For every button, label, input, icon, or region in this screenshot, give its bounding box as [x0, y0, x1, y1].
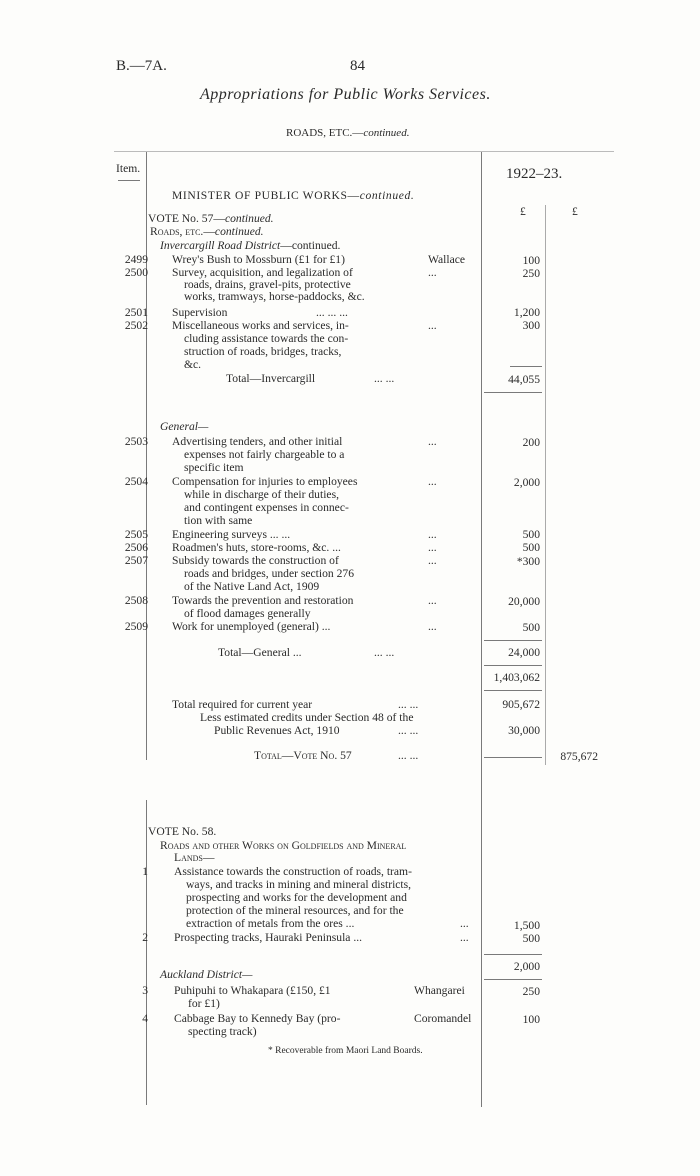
item-description: Towards the prevention and restoration [172, 594, 354, 607]
item-description: Supervision [172, 306, 228, 319]
auckland-district-heading: Auckland District— [160, 968, 253, 981]
item-description-cont: specific item [184, 461, 244, 474]
total-general-amount: 24,000 [508, 646, 540, 659]
item-place: Coromandel [414, 1012, 472, 1025]
item-number: 1 [142, 865, 148, 878]
item-description: Work for unemployed (general) ... [172, 620, 331, 633]
leader-dots: ... [460, 931, 469, 944]
pound-sign-left: £ [520, 205, 526, 218]
item-number: 2500 [124, 266, 148, 279]
total-invercargill-label: Total—Invercargill [226, 372, 316, 385]
leader-dots: ... [428, 475, 437, 488]
vote-57-heading: VOTE No. 57—continued. [148, 212, 274, 225]
item-number: 2 [142, 931, 148, 944]
item-amount: 100 [522, 1013, 540, 1026]
item-number: 2506 [124, 541, 148, 554]
item-amount: 1,500 [513, 919, 540, 932]
item-description-cont: works, tramways, horse-paddocks, &c. [184, 290, 365, 303]
subtotal-rule [484, 640, 542, 641]
item-description-cont: and contingent expenses in connec- [184, 501, 349, 514]
subtotal-rule [484, 665, 542, 666]
vote-58-title: Roads and other Works on Goldfields and Mineral [160, 839, 407, 852]
item-description-cont: struction of roads, bridges, tracks, [184, 345, 342, 358]
item-description-cont: for £1) [188, 997, 220, 1010]
leader-dots: ... [428, 435, 437, 448]
item-number: 2508 [124, 594, 148, 607]
item-description: Roadmen's huts, store-rooms, &c. ... [172, 541, 341, 554]
item-description: Prospecting tracks, Hauraki Peninsula ... [174, 931, 363, 944]
item-number: 2502 [124, 319, 148, 332]
section-subtitle: ROADS, ETC.—continued. [286, 127, 410, 139]
leader-dots: ... [428, 620, 437, 633]
item-place: Wallace [428, 253, 466, 266]
subtotal-rule [484, 690, 542, 691]
subtotal-rule [484, 979, 542, 980]
leader-dots: ... ... [398, 749, 419, 762]
total-required-label: Total required for current year [172, 698, 313, 711]
item-description: Puhipuhi to Whakapara (£150, £1 [174, 984, 331, 997]
total-invercargill-amount: 44,055 [508, 373, 540, 386]
vote-57-total-label: Total—Vote No. 57 [254, 749, 352, 762]
leader-dots: ... [428, 319, 437, 332]
credits-amount: 30,000 [508, 724, 540, 737]
item-number: 2509 [124, 620, 148, 633]
invercargill-district-heading: Invercargill Road District—continued. [160, 239, 341, 252]
item-description-cont: extraction of metals from the ores ... [186, 917, 355, 930]
item-description-cont: tion with same [184, 514, 253, 527]
item-description-cont: ways, and tracks in mining and mineral districts, [186, 878, 412, 891]
general-heading: General— [160, 420, 209, 433]
item-description: Cabbage Bay to Kennedy Bay (pro- [174, 1012, 341, 1025]
item-number: 2503 [124, 435, 148, 448]
item-amount: 1,200 [513, 306, 540, 319]
subtotal-rule [484, 954, 542, 955]
item-header-rule [118, 180, 140, 181]
item-column-header: Item. [116, 162, 141, 175]
page-reference: B.—7A. [116, 58, 167, 74]
item-number: 3 [142, 984, 148, 997]
item-number: 2501 [124, 306, 148, 319]
page-number: 84 [350, 58, 365, 74]
header-rule [114, 151, 614, 152]
page-title: Appropriations for Public Works Services. [200, 86, 491, 103]
item-description: Advertising tenders, and other initial [172, 435, 343, 448]
item-amount: *300 [516, 555, 540, 568]
leader-dots: ... [428, 528, 437, 541]
leader-dots: ... [428, 266, 437, 279]
subtotal-column-divider [545, 205, 546, 765]
item-amount: 250 [522, 985, 540, 998]
item-column-divider-vote58 [146, 800, 147, 1105]
item-description-cont: prospecting and works for the development and [186, 891, 407, 904]
year-column-header: 1922–23. [506, 166, 563, 182]
leader-dots: ... ... [374, 646, 395, 659]
item-amount: 200 [522, 436, 540, 449]
vote-58-title-cont: Lands— [174, 851, 215, 864]
leader-dots: ... [428, 541, 437, 554]
minister-heading: MINISTER OF PUBLIC WORKS—continued. [172, 189, 415, 202]
item-amount: 500 [522, 621, 540, 634]
item-description-cont: of the Native Land Act, 1909 [184, 580, 320, 593]
item-number: 2507 [124, 554, 148, 567]
item-number: 4 [142, 1012, 148, 1025]
item-description: Assistance towards the construction of roads, tram- [174, 865, 412, 878]
item-description-cont: specting track) [188, 1025, 257, 1038]
item-place: Whangarei [414, 984, 465, 997]
item-number: 2499 [124, 253, 148, 266]
subtotal-rule [484, 392, 542, 393]
item-description-cont: while in discharge of their duties, [184, 488, 339, 501]
item-description: Compensation for injuries to employees [172, 475, 358, 488]
item-description: Wrey's Bush to Mossburn (£1 for £1) [172, 253, 345, 266]
credits-label-cont: Public Revenues Act, 1910 [214, 724, 340, 737]
item-amount: 500 [522, 541, 540, 554]
grand-total-amount: 1,403,062 [493, 671, 540, 684]
item-amount: 20,000 [508, 595, 540, 608]
leader-dots: ... ... ... [316, 306, 348, 319]
item-description-cont: &c. [184, 358, 202, 371]
item-description: Survey, acquisition, and legalization of [172, 266, 353, 279]
item-amount: 500 [522, 528, 540, 541]
item-amount: 2,000 [513, 476, 540, 489]
item-description-cont: cluding assistance towards the con- [184, 332, 349, 345]
leader-dots: ... [428, 554, 437, 567]
leader-dots: ... [460, 917, 469, 930]
item-description: Miscellaneous works and services, in- [172, 319, 349, 332]
leader-dots: ... [428, 594, 437, 607]
total-general-label: Total—General ... [218, 646, 302, 659]
item-amount: 100 [522, 254, 540, 267]
item-description: Subsidy towards the construction of [172, 554, 339, 567]
credits-label: Less estimated credits under Section 48 of the [200, 711, 414, 724]
leader-dots: ... ... [398, 698, 419, 711]
item-column-divider [146, 152, 147, 760]
item-number: 2504 [124, 475, 148, 488]
item-amount: 500 [522, 932, 540, 945]
subtotal-rule [510, 366, 542, 367]
leader-dots: ... ... [398, 724, 419, 737]
item-number: 2505 [124, 528, 148, 541]
item-description-cont: expenses not fairly chargeable to a [184, 448, 345, 461]
item-description: Engineering surveys ... ... [172, 528, 291, 541]
subtotal-rule [484, 757, 542, 758]
item-amount: 300 [522, 319, 540, 332]
vote-58-heading: VOTE No. 58. [148, 825, 217, 838]
total-required-amount: 905,672 [502, 698, 540, 711]
pound-sign-right: £ [572, 205, 578, 218]
item-description-cont: roads, drains, gravel-pits, protective [184, 278, 351, 291]
vote-57-total-amount: 875,672 [560, 750, 598, 763]
roads-subheading: Roads, etc.—continued. [150, 225, 264, 238]
leader-dots: ... ... [374, 372, 395, 385]
item-description-cont: roads and bridges, under section 276 [184, 567, 355, 580]
vote-58-subtotal: 2,000 [513, 960, 540, 973]
item-description-cont: protection of the mineral resources, and for the [186, 904, 404, 917]
item-description-cont: of flood damages generally [184, 607, 311, 620]
footnote: * Recoverable from Maori Land Boards. [268, 1046, 423, 1056]
item-amount: 250 [522, 267, 540, 280]
